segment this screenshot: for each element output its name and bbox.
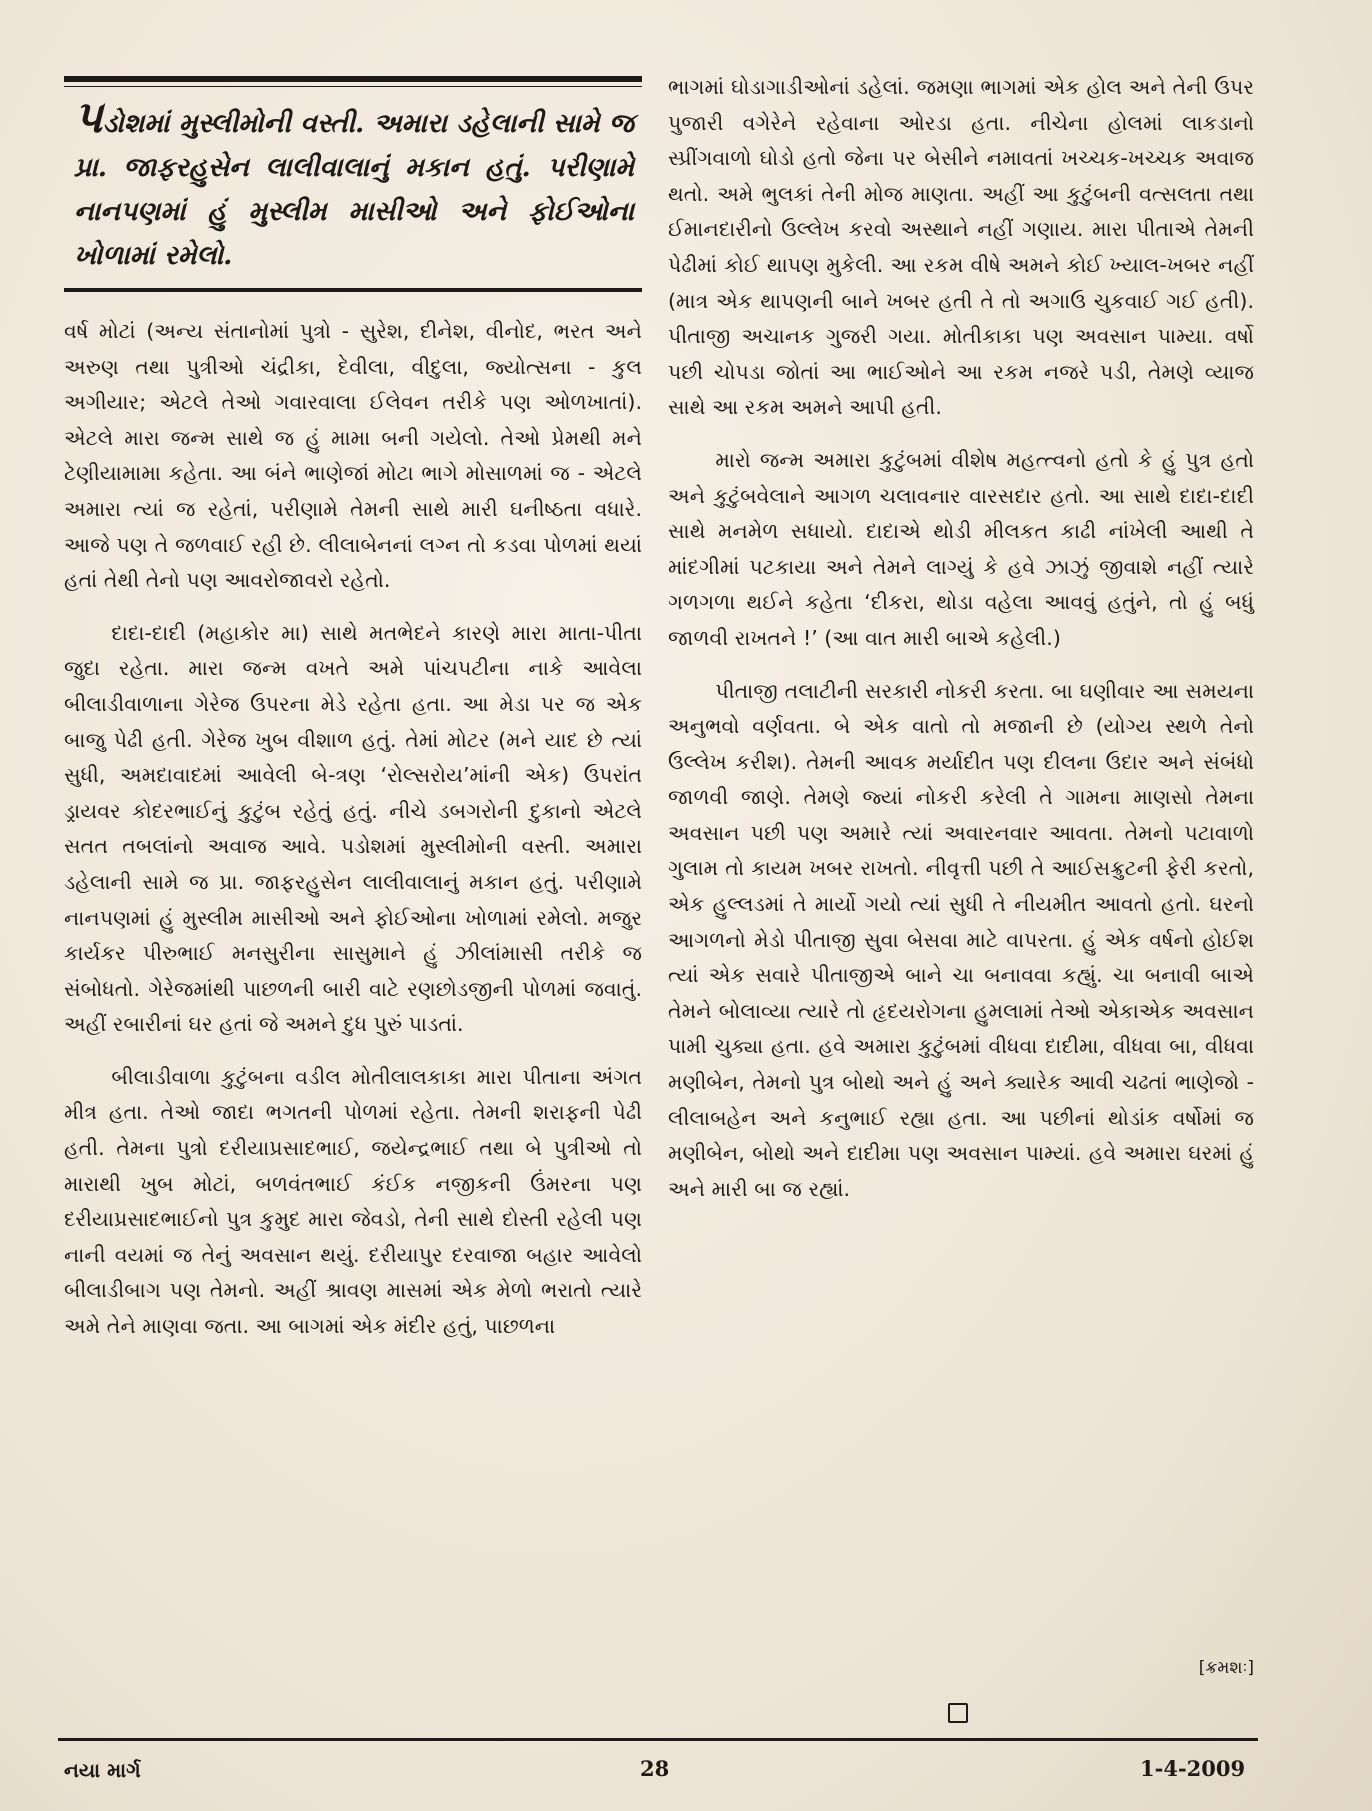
paragraph: મારો જન્મ અમારા કુટુંબમાં વીશેષ મહત્ત્વનો હતો કે હું પુત્ર હતો અને કુટુંબવેલાને આગળ ચલાવનાર વારસદાર હતો. આ સાથે દાદા-દાદી સાથે મનમેળ સધાયો. દાદાએ થોડી મીલકત કાઢી નાંખેલી આથી તે માંદગીમાં પટકાયા અને તેમને લાગ્યું કે હવે ઝાઝું જીવાશે નહીં ત્યારે ગળગળા થઈને કહેતા ‘દીકરા, થોડા વહેલા આવવું હતુંને, તો હું બધું જાળવી રાખતને !’ (આ વાત મારી બાએ કહેલી.): [668, 447, 1254, 650]
footer-rule: [58, 1738, 1258, 1741]
paragraph: બીલાડીવાળા કુટુંબના વડીલ મોતીલાલકાકા મારા પીતાના અંગત મીત્ર હતા. તેઓ જાદા ભગતની પોળમાં રહેતા. તેમની શરાફની પેઢી હતી. તેમના પુત્રો દરીયાપ્રસાદભાઈ, જયેન્દ્રભાઈ તથા બે પુત્રીઓ તો મારાથી ખુબ મોટાં, બળવંતભાઈ કંઈક નજીકની ઉંમરના પણ દરીયાપ્રસાદભાઈનો પુત્ર કુમુદ મારા જેવડો, તેની સાથે દોસ્તી રહેલી પણ નાની વયમાં જ તેનું અવસાન થયું. દરીયાપુર દરવાજા બહાર આવેલો બીલાડીબાગ પણ તેમનો. અહીં શ્રાવણ માસમાં એક મેળો ભરાતો ત્યારે અમે તેને માણવા જતા. આ બાગમાં એક મંદીર હતું, પાછળના: [64, 1064, 642, 1339]
right-column: [668, 70, 1254, 1224]
pull-quote-dropcap: પ: [74, 92, 103, 143]
footer-publication-name: નયા માર્ગ: [64, 1758, 141, 1782]
paragraph: દાદા-દાદી (મહાકોર મા) સાથે મતભેદને કારણે મારા માતા-પીતા જુદા રહેતા. મારા જન્મ વખતે અમે પાંચપટીના નાકે આવેલા બીલાડીવાળાના ગેરેજ ઉપરના મેડે રહેતા હતા. આ મેડા પર જ એક બાજુ પેઢી હતી. ગેરેજ ખુબ વીશાળ હતું. તેમાં મોટર (મને યાદ છે ત્યાં સુધી, અમદાવાદમાં આવેલી બે-ત્રણ ‘રોલ્સરોય’માંની એક) ઉપરાંત ડ્રાયવર કોદરભાઈનું કુટુંબ રહેતું હતું. નીચે ડબગરોની દુકાનો એટલે સતત તબલાંનો અવાજ આવે. પડોશમાં મુસ્લીમોની વસ્તી. અમારા ડહેલાની સામે જ પ્રા. જાફરહુસેન લાલીવાલાનું મકાન હતું. પરીણામે નાનપણમાં હું મુસ્લીમ માસીઓ અને ફોઈઓના ખોળામાં રમેલો. મજુર કાર્યકર પીરુભાઈ મનસુરીના સાસુમાને હું ઝીલાંમાસી તરીકે જ સંબોધતો. ગેરેજમાંથી પાછળની બારી વાટે રણછોડજીની પોળમાં જવાતું. અહીં રબારીનાં ઘર હતાં જે અમને દુધ પુરું પાડતાં.: [64, 620, 642, 1037]
paragraph: પીતાજી તલાટીની સરકારી નોકરી કરતા. બા ઘણીવાર આ સમયના અનુભવો વર્ણવતા. બે એક વાતો તો મજાની છે (યોગ્ય સ્થળે તેનો ઉલ્લેખ કરીશ). તેમની આવક મર્યાદીત પણ દીલના ઉદાર અને સંબંધો જાળવી જાણે. તેમણે જ્યાં નોકરી કરેલી તે ગામના માણસો તેમના અવસાન પછી પણ અમારે ત્યાં અવારનવાર આવતા. તેમનો પટાવાળો ગુલામ તો કાયમ ખબર રાખતો. નીવૃત્તી પછી તે આઈસક્રુટની ફેરી કરતો, એક હુલ્લડમાં તે માર્યો ગયો ત્યાં સુધી તે નીયમીત આવતો હતો. ઘરનો આગળનો મેડો પીતાજી સુવા બેસવા માટે વાપરતા. હું એક વર્ષનો હોઈશ ત્યાં એક સવારે પીતાજીએ બાને ચા બનાવવા કહ્યું. ચા બનાવી બાએ તેમને બોલાવ્યા ત્યારે તો હૃદયરોગના હુમલામાં તેઓ એકાએક અવસાન પામી ચુક્યા હતા. હવે અમારા કુટુંબમાં વીધવા દાદીમા, વીધવા બા, વીધવા મણીબેન, તેમનો પુત્ર બોથો અને હું અને ક્યારેક આવી ચઢતાં ભાણેજો - લીલાબહેન અને કનુભાઈ રહ્યા હતા. આ પછીનાં થોડાંક વર્ષોમાં જ મણીબેન, બોથો અને દાદીમા પણ અવસાન પામ્યાં. હવે અમારા ઘરમાં હું અને મારી બા જ રહ્યાં.: [668, 678, 1254, 1201]
pull-quote-body: ડોશમાં મુસ્લીમોની વસ્તી. અમારા ડહેલાની સામે જ પ્રા. જાફરહુસેન લાલીવાલાનું મકાન હતું. પરીણામે નાનપણમાં હું મુસ્લીમ માસીઓ અને ફોઈઓના ખોળામાં રમેલો.: [74, 108, 634, 271]
end-of-article-square-icon: [948, 1703, 968, 1723]
left-column: [64, 70, 642, 1362]
continued-label: [ક્રમશઃ]: [1198, 1658, 1254, 1678]
left-column-text: [64, 314, 642, 1345]
footer-date: 1-4-2009: [1140, 1756, 1246, 1781]
paragraph: ભાગમાં ઘોડાગાડીઓનાં ડહેલાં. જમણા ભાગમાં એક હોલ અને તેની ઉપર પુજારી વગેરેને રહેવાના ઓરડા હતા. નીચેના હોલમાં લાકડાનો સ્પ્રીંગવાળો ઘોડો હતો જેના પર બેસીને નમાવતાં ખચ્ચક-ખચ્ચક અવાજ થતો. અમે ભુલકાં તેની મોજ માણતા. અહીં આ કુટુંબની વત્સલતા તથા ઈમાનદારીનો ઉલ્લેખ કરવો અસ્થાને નહીં ગણાય. મારા પીતાએ તેમની પેઢીમાં કોઈ થાપણ મુકેલી. આ રકમ વીષે અમને કોઈ ખ્યાલ-ખબર નહીં (માત્ર એક થાપણની બાને ખબર હતી તે તો અગાઉ ચુકવાઈ ગઈ હતી). પીતાજી અચાનક ગુજરી ગયા. મોતીકાકા પણ અવસાન પામ્યા. વર્ષો પછી ચોપડા જોતાં આ ભાઈઓને આ રકમ નજરે પડી, તેમણે વ્યાજ સાથે આ રકમ અમને આપી હતી.: [668, 75, 1254, 420]
footer-page-number: 28: [640, 1756, 670, 1781]
paragraph: વર્ષ મોટાં (અન્ય સંતાનોમાં પુત્રો - સુરેશ, દીનેશ, વીનોદ, ભરત અને અરુણ તથા પુત્રીઓ ચંદ્રીકા, દેવીલા, વીદુલા, જ્યોત્સના - કુલ અગીયાર; એટલે તેઓ ગવારવાલા ઈલેવન તરીકે પણ ઓળખાતાં). એટલે મારા જન્મ સાથે જ હું મામા બની ગયેલો. તેઓ પ્રેમથી મને ટેણીયામામા કહેતા. આ બંને ભાણેજાં મોટા ભાગે મોસાળમાં જ - એટલે અમારા ત્યાં જ રહેતાં, પરીણામે તેમની સાથે મારી ઘનીષ્ઠતા વધારે. આજે પણ તે જળવાઈ રહી છે. લીલાબેનનાં લગ્ન તો કડવા પોળમાં થયાં હતાં તેથી તેનો પણ આવરોજાવરો રહેતો.: [64, 319, 642, 593]
right-column-text: [668, 70, 1254, 1207]
